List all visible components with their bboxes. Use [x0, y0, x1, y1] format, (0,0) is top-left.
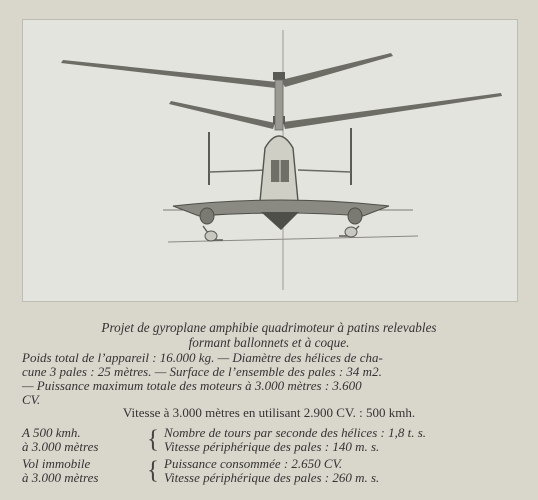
- cruise-condition-values: [164, 426, 524, 454]
- caption-line-2: formant ballonnets et à coque.: [188, 335, 350, 350]
- right-float: [345, 227, 357, 237]
- brace-icon: {: [147, 457, 159, 484]
- cruise-value-line-1: Nombre de tours par seconde des hélices : 1,8 t. s.: [164, 425, 427, 440]
- cruise-label-line-1: A 500 kmh.: [22, 425, 81, 440]
- lower-rotor-blade-right: [283, 93, 502, 129]
- keel: [261, 212, 299, 230]
- lower-rotor-blade-left: [169, 101, 275, 129]
- specs-line-2: cune 3 pales : 25 mètres. — Surface de l’ensemble des pales : 34 m2.: [22, 364, 382, 379]
- hover-label-line-2: à 3.000 mètres: [22, 470, 99, 485]
- figure-caption: [0, 320, 538, 350]
- hover-condition-values: [164, 457, 524, 485]
- cruise-condition-label: [22, 426, 152, 454]
- left-float: [205, 231, 217, 241]
- rotor-mast: [275, 80, 283, 130]
- right-strut: [298, 170, 351, 172]
- caption-line-1: Projet de gyroplane amphibie quadrimoteur à patins relevables: [101, 320, 437, 335]
- upper-rotor-blade-left: [61, 60, 277, 88]
- hover-label-line-1: Vol immobile: [22, 456, 91, 471]
- right-pontoon: [348, 208, 362, 224]
- upper-rotor-blade-right: [281, 53, 393, 87]
- speed-statement: Vitesse à 3.000 mètres en utilisant 2.900 CV. : 500 kmh.: [122, 405, 416, 420]
- left-pontoon: [200, 208, 214, 224]
- specs-line-1: Poids total de l’appareil : 16.000 kg. — Diamètre des hélices de cha-: [22, 350, 383, 365]
- specs-line-3: — Puissance maximum totale des moteurs à 3.000 mètres : 3.600: [22, 378, 362, 393]
- brace-icon: {: [147, 426, 159, 453]
- cruise-value-line-2: Vitesse périphérique des pales : 140 m. s.: [164, 439, 380, 454]
- specs-line-4: CV.: [22, 392, 41, 407]
- upper-rotor-hub: [273, 72, 285, 80]
- hover-value-line-1: Puissance consommée : 2.650 CV.: [164, 456, 343, 471]
- hover-value-line-2: Vitesse périphérique des pales : 260 m. s.: [164, 470, 380, 485]
- left-strut: [209, 170, 268, 172]
- specifications-paragraph: [22, 351, 518, 407]
- cruise-label-line-2: à 3.000 mètres: [22, 439, 99, 454]
- gyroplane-drawing: [23, 20, 517, 301]
- hover-condition-label: [22, 457, 152, 485]
- gyroplane-illustration: [22, 19, 518, 302]
